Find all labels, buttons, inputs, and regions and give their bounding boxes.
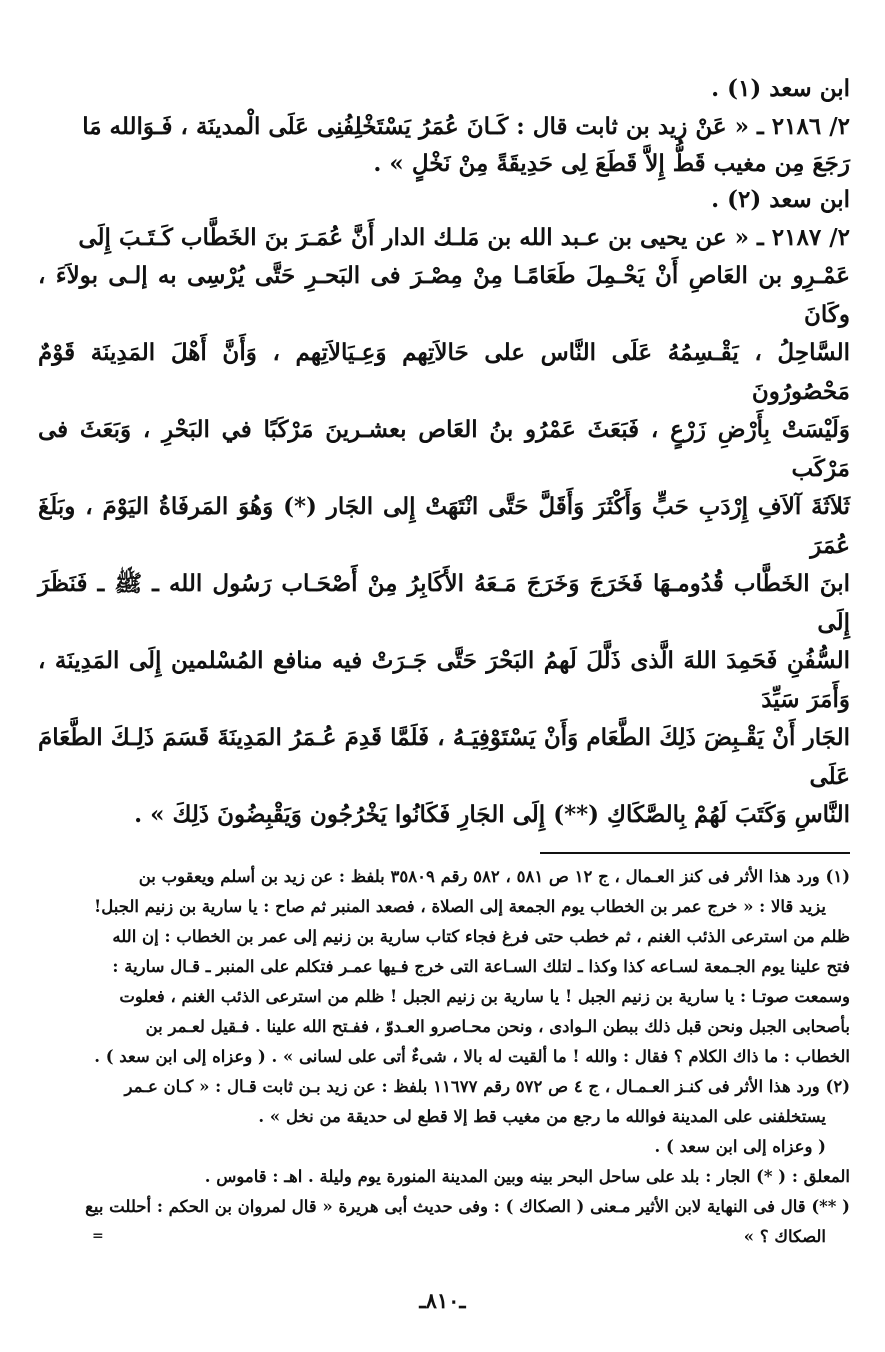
hadith-line: ثَلاَثَةَ آلاَفِ إِرْدَبِ حَبٍّ وَأَكْثَرَ وَأَقَلَّ حَتَّى انْتَهَتْ إِلى الجَار (*) وَهُوَ المَرفَاةُ اليَوْمَ ، وبَلَغَ عُمَرَ [38,493,850,559]
footnote-separator [540,852,850,854]
page-number: ـ٨١٠ـ [419,1288,466,1313]
footnote-line: يستخلفنى على المدينة فوالله ما رجع من مغيب قط إلا قطع لى حديقة من نخل » . [258,1106,826,1126]
hadith-line: النَّاسِ وَكَتَبَ لَهُمْ بِالصَّكَاكِ (**) إِلَى الجَارِ فَكَانُوا يَخْرُجُون وَيَقْبِضُونَ ذَلِكَ » . [134,801,850,828]
footnote-line: بأصحابى الجبل ونحن قبل ذلك ببطن الـوادى ، ونحن محـاصرو العـدوّ ، ففـتح الله علينا . فـقيل لعـمر بن [145,1016,850,1036]
footnote-line: يزيد قالا : « خرج عمر بن الخطاب يوم الجمعة إلى الصلاة ، فصعد المنبر ثم صاح : يا سارية بن زنيم الجبل! [94,896,826,916]
hadith-line: رَجَعَ مِن مغيب قَطُّ إِلاَّ قَطَعَ لِى حَدِيقَةً مِنْ نَخْلٍ » . [373,149,850,177]
footnote-line: فتح علينا يوم الجـمعة لسـاعه كذا وكذا ـ لتلك السـاعة التى خرج فـيها عمـر فتكلم على المنبر ـ قـال سارية : [112,956,850,976]
page-body [38,72,850,1252]
hadith-line: ابنَ الخَطَّاب قُدُومـهَا فَخَرَجَ وَخَرَجَ مَـعَهُ الأَكَابِرُ مِنْ أَصْحَـاب رَسُول الله ـ ﷺ ـ فَنَظَرَ إِلَى [38,570,850,636]
hadith-line: وَلَيْسَتْ بِأَرْضِ زَرْعٍ ، فَبَعَثَ عَمْرُو بنُ العَاص بعشـرينَ مَرْكَبًا في البَحْرِ ، وَبَعَثَ فى مَرْكَب [38,416,850,482]
footnote-line: (١) ورد هذا الأثر فى كنز العـمال ، ج ١٢ ص ٥٨١ ، ٥٨٢ رقم ٣٥٨٠٩ بلفظ : عن زيد بن أسلم ويعقوب بن [138,866,850,886]
commentator-note: الصكاك ؟ » [743,1226,826,1246]
hadith-line: السَّاحِلُ ، يَقْـسِمُهُ عَلَى النَّاس على حَالاَتِهم وَعِـيَالاَتِهم ، وَأَنَّ أَهْلَ المَدِينَة قَوْمٌ مَحْصُورُونَ [38,339,850,405]
source-citation: ابن سعد (١) . [711,75,850,102]
footnote-line: وسمعت صوتـا : يا سارية بن زنيم الجبل ! يا سارية بن زنيم الجبل ! ظلم من استرعى الذئب الغنم ، فعلوت [119,986,850,1006]
commentator-note: ( **) قال فى النهاية لابن الأثير مـعنى ( الصكاك ) : وفى حديث أبى هريرة « قال لمروان بن الحكم : أحللت بيع [85,1196,850,1216]
footnote-line: ( وعزاه إلى ابن سعد ) . [654,1136,826,1156]
hadith-line: ٢/ ٢١٨٦ ـ « عَنْ زيد بن ثابت قال : كَـانَ عُمَرُ يَسْتَخْلِفُنِى عَلَى الْمدينَة ، فَـوَالله مَا [82,113,850,140]
footnote-line: ظلم من استرعى الذئب الغنم ، ثم خطب حتى فرغ فجاء كتاب سارية بن زنيم إلى عمر بن الخطاب : إن الله [112,926,850,946]
main-text [38,72,850,835]
hadith-line: الجَار أَنْ يَقْـبِضَ ذَلِكَ الطَّعَام وَأَنْ يَسْتَوْفِيَـهُ ، فَلَمَّا قَدِمَ عُـمَرُ المَدِينَةَ قَسَمَ ذَلِـكَ الطَّعَامَ عَلَى [38,724,850,790]
hadith-line: السُّفُنِ فَحَمِدَ اللهَ الَّذى ذَلَّلَ لَهمُ البَحْرَ حَتَّى جَـرَتْ فيه منافع المُسْلمين إِلَى المَدِينَة ، وَأَمَرَ سَيِّدَ [38,647,850,713]
hadith-line: ٢/ ٢١٨٧ ـ « عن يحيى بن عـبد الله بن مَلـك الدار أَنَّ عُمَـرَ بنَ الخَطَّاب كَـتَـبَ إِلَى [78,223,850,251]
commentator-note: المعلق : ( *) الجار : بلد على ساحل البحر بينه وبين المدينة المنورة يوم وليلة . اهـ : قاموس . [204,1166,850,1186]
footnote-line: (٢) ورد هذا الأثر فى كنـز العـمـال ، ج ٤ ص ٥٧٢ رقم ١١٦٧٧ بلفظ : عن زيد بـن ثابت قـال : « كـان عـمر [124,1076,850,1096]
stray-mark: = [92,1228,104,1244]
footnotes [38,862,850,1252]
source-citation: ابن سعد (٢) . [711,185,850,213]
hadith-line: عَمْـرِو بن العَاصِ أَنْ يَحْـمِلَ طَعَامًـا مِنْ مِصْـرَ فى البَحـرِ حَتَّى يُرْسِى به إلـى بولاَءَ ، وكَانَ [38,262,850,328]
footnote-line: الخطاب : ما ذاك الكلام ؟ فقال : والله ! ما ألقيت له بالا ، شىءٌ أتى على لسانى » . ( وعزاه إلى ابن سعد ) . [94,1046,850,1066]
